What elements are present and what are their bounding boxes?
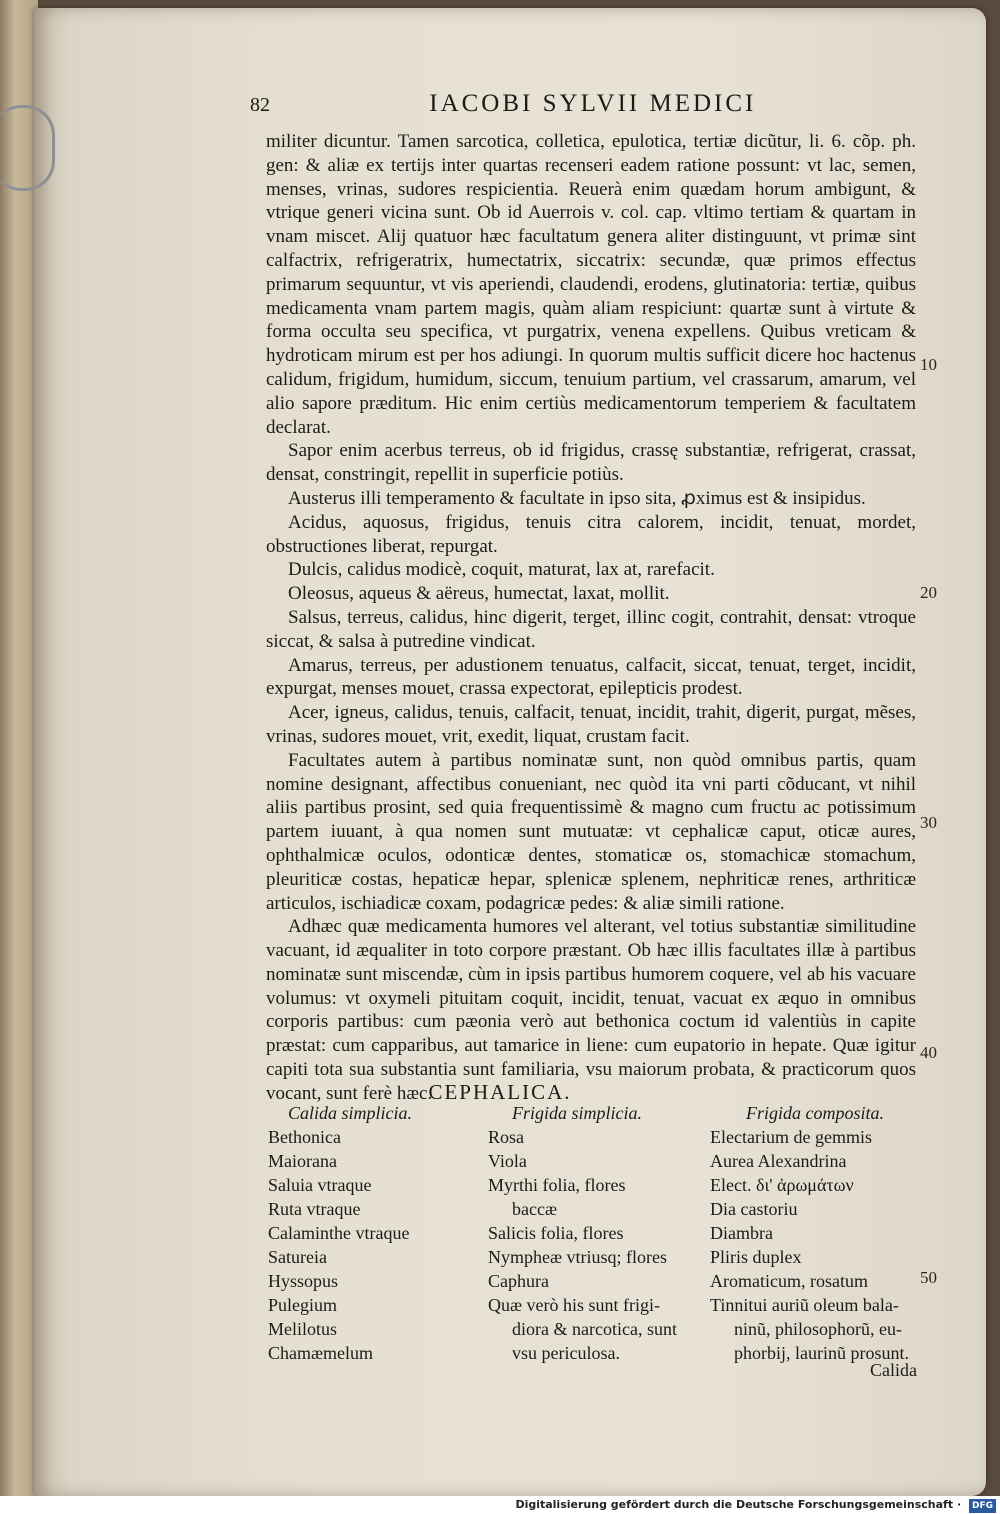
list-item: Ruta vtraque (268, 1199, 361, 1219)
footer-credit: Digitalisierung gefördert durch die Deutsche Forschungsgemeinschaft (515, 1498, 954, 1511)
paragraph: Dulcis, calidus modicè, coquit, maturat, lax at, rarefacit. (288, 559, 715, 581)
margin-line-number: 10 (920, 355, 937, 374)
margin-line-number: 40 (920, 1043, 937, 1062)
list-item: Pulegium (268, 1295, 338, 1315)
paragraph: Austerus illi temperamento & facultate in ipso sita, ꝓximus est & insipidus. (288, 487, 866, 509)
list-item: Maiorana (268, 1151, 337, 1171)
list-item: diora & narcotica, sunt (512, 1319, 677, 1339)
list-item: Quæ verò his sunt frigi- (488, 1295, 660, 1315)
running-head (250, 90, 950, 118)
running-head-title: IACOBI SYLVII MEDICI (429, 90, 757, 117)
list-item: Satureia (268, 1247, 327, 1267)
paragraph: Salsus, terreus, calidus, hinc digerit, terget, illinc cogit, contrahit, densat: vtroque siccat, & salsa à putredine vindicat. (266, 606, 916, 652)
list-column (710, 1101, 925, 1365)
column-header: Frigida composita. (746, 1103, 884, 1123)
list-item: Electarium de gemmis (710, 1127, 872, 1147)
margin-line-number: 30 (920, 813, 937, 832)
list-item: Diambra (710, 1223, 773, 1243)
list-item: Melilotus (268, 1319, 338, 1339)
digitization-footer (0, 1496, 1000, 1514)
list-item: Tinnitui auriũ oleum bala- (710, 1295, 899, 1315)
list-item: Caphura (488, 1271, 549, 1291)
list-column (268, 1101, 468, 1365)
paragraph: Amarus, terreus, per adustionem tenuatus, calfacit, siccat, tenuat, terget, incidit, expurgat, menses mouet, crassa expectorat, epilepticis prodest. (266, 654, 916, 700)
list-item: phorbij, laurinũ prosunt. (734, 1343, 909, 1363)
paragraph: Acidus, aquosus, frigidus, tenuis citra calorem, incidit, tenuat, mordet, obstructiones liberat, repurgat. (266, 511, 916, 557)
column-header: Calida simplicia. (288, 1103, 413, 1123)
paragraph: Sapor enim acerbus terreus, ob id frigidus, crassę substantiæ, refrigerat, crassat, densat, constringit, repellit in superficie potiùs. (266, 440, 916, 486)
paragraph: Oleosus, aqueus & aëreus, humectat, laxat, mollit. (288, 583, 670, 605)
list-item: Aromaticum, rosatum (710, 1271, 868, 1291)
list-item: Dia castoriu (710, 1199, 798, 1219)
list-item: Salicis folia, flores (488, 1223, 624, 1243)
list-item: Chamæmelum (268, 1343, 373, 1363)
list-item: vsu periculosa. (512, 1343, 620, 1363)
paragraph: Acer, igneus, calidus, tenuis, calfacit, tenuat, incidit, trahit, digerit, purgat, mẽses, vrinas, sudores mouet, vrit, exedit, liquat, crustam facit. (266, 702, 916, 747)
list-item: baccæ (512, 1199, 557, 1219)
list-item: ninũ, philosophorũ, eu- (734, 1319, 902, 1339)
body-text (266, 130, 916, 1106)
list-item: Saluia vtraque (268, 1175, 372, 1195)
list-item: Rosa (488, 1127, 524, 1147)
list-item: Aurea Alexandrina (710, 1151, 847, 1171)
paragraph: Adhæc quæ medicamenta humores vel alterant, vel totius substantiæ similitudine vacuant, id æqualiter in toto corpore præstant. Ob hæc illis facultates illæ à partibus nominatæ sunt miscendæ, cùm in ipsis partibus humorem coquere, vel ab his vacuare volumus: vt oxymeli pituitam coquit, incidit, tenuat, vacuat ex æquo in omnibus corporis partibus: cum pæonia verò aut bethonica coctum id valentiùs in capite præstat: cum capparibus, aut tamarice in liene: cum eupatorio in hepate. Quæ igitur capiti tota sua substantia sunt familiaria, vsu maiorum probata, & practicorum quos vocant, sunt ferè hæc. (266, 916, 916, 1104)
margin-line-number: 50 (920, 1268, 937, 1287)
paragraph: Facultates autem à partibus nominatæ sunt, non quòd omnibus partis, quam nomine designant, affectibus conueniant, nec quòd ita vni parti cõducant, vt nihil aliis partibus prosint, sed quia frequentissimè & magno cum fructu ac potissimum partem iuuant, à qua nomen sunt mutuatæ: vt cephalicæ caput, oticæ aures, ophthalmicæ oculos, odonticæ dentes, stomaticæ os, stomachicæ stomachum, pleuriticæ costas, hepaticæ hepar, splenicæ splenem, nephriticæ renes, arthriticæ articulos, ischiadicæ coxam, podagricæ pedes: & aliæ simili ratione. (266, 749, 916, 914)
book-page-edges (0, 0, 38, 1500)
page-number: 82 (250, 94, 270, 116)
list-item: Elect. δι' ἀρωμάτων (710, 1175, 854, 1195)
paragraph: militer dicuntur. Tamen sarcotica, colletica, epulotica, tertiæ dicũtur, li. 6. cõp. ph. gen: & aliæ ex tertijs inter quartas recenseri eadem ratione possunt: vt lac, semen, menses, vrinas, sudores respicientia. Reuerà enim quædam horum ambigunt, & vtrique generi vicina sunt. Ob id Auerrois v. col. cap. vltimo tertiam & quartam in vnam miscet. Alij quatuor hæc facultatum genera aliter distinguunt, vt primæ sint calfactrix, refrigeratrix, humectatrix, siccatrix: secundæ, quæ primos effectus primarum sequuntur, vt vis aperiendi, claudendi, erodens, glutinatoria: tertiæ, quibus medicamenta vnam partem magis, quàm aliam respiciunt: quartæ sunt à virtute & forma occulta seu specifica, vt purgatrix, venena expellens. Quibus vreticam & hydroticam mirum est per hos adiungi. In quorum multis sufficit dicere hoc hactenus calidum, frigidum, humidum, siccum, tenuium partium, vel crassarum, amarum, vel alio sapore præditum. Hic enim certiùs medicamentorum temperiem & facultatem declarat. (266, 131, 916, 438)
catchword: Calida (870, 1360, 917, 1380)
list-item: Calaminthe vtraque (268, 1223, 410, 1243)
dfg-logo: DFG (969, 1499, 996, 1513)
section-heading: CEPHALICA. (428, 1080, 572, 1104)
list-item: Pliris duplex (710, 1247, 802, 1267)
list-item: Nympheæ vtriusq; flores (488, 1247, 667, 1267)
list-item: Bethonica (268, 1127, 341, 1147)
list-column (488, 1101, 708, 1365)
list-item: Hyssopus (268, 1271, 339, 1291)
list-item: Myrthi folia, flores (488, 1175, 626, 1195)
margin-line-number: 20 (920, 583, 937, 602)
footer-separator-icon: · (956, 1498, 962, 1511)
paper-clip (0, 105, 55, 191)
column-header: Frigida simplicia. (512, 1103, 642, 1123)
list-item: Viola (488, 1151, 527, 1171)
